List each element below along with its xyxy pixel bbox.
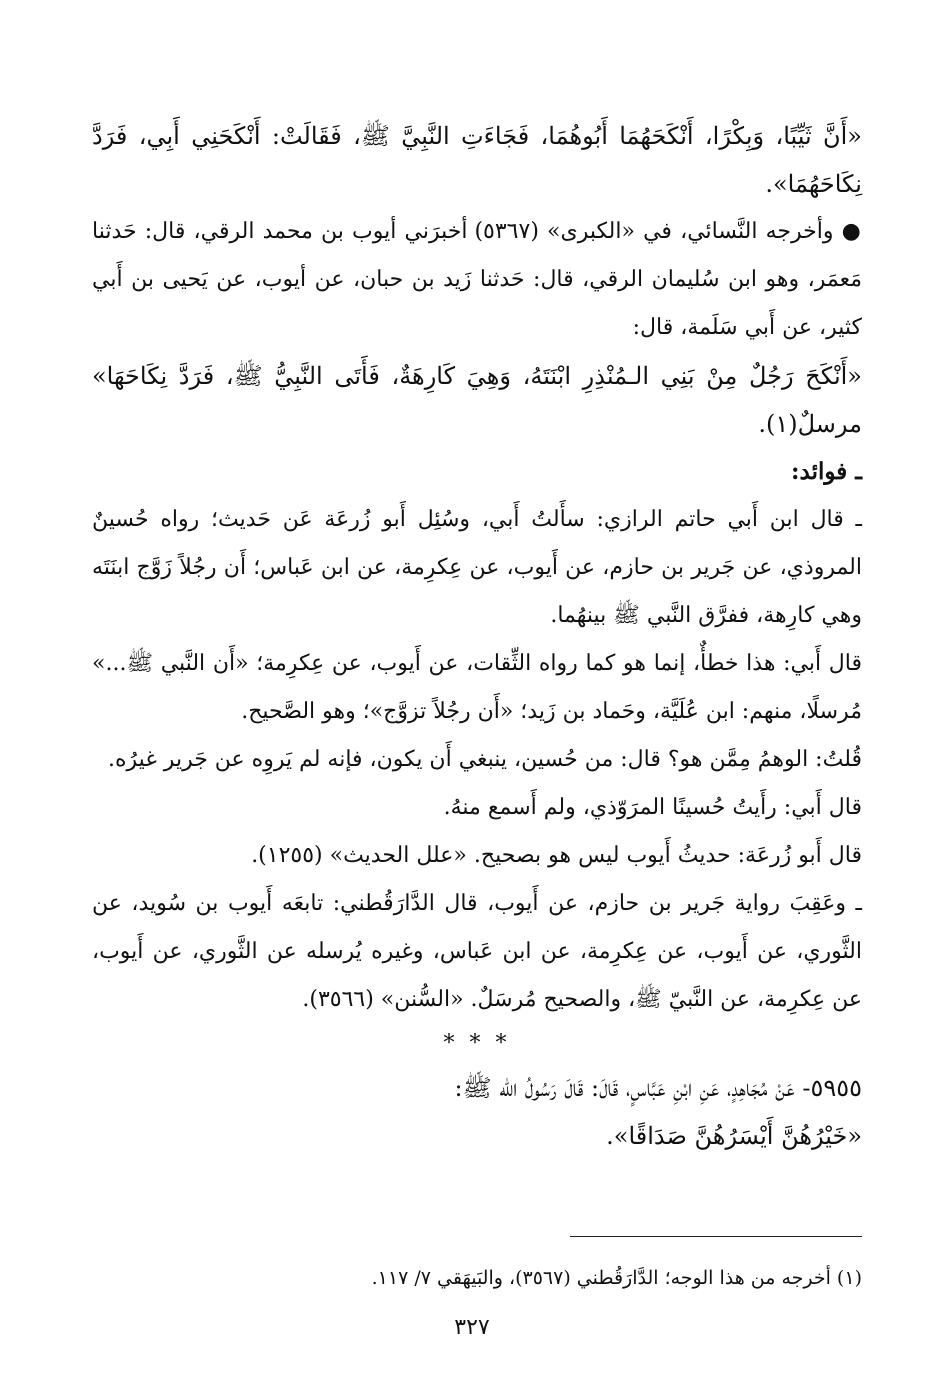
section-heading-fawaid: ـ فوائد: <box>791 458 862 485</box>
section-separator: * * * <box>443 1031 511 1056</box>
page-body <box>92 112 862 1160</box>
fawaid-paragraph-2: قال أَبي: هذا خطأٌ، إنما هو كما رواه الثِّقات، عن أَيوب، عن عِكرِمة؛ «أَن النَّبي ﷺ...» مُرسلًا، منهم: ابن عُلَيَّة، وحَماد بن زَيد؛ «أَن رجُلاً تزوَّج»؛ وهو الصَّحيح. <box>92 651 862 724</box>
footnote: (١) أخرجه من هذا الوجه؛ الدَّارَقُطني (٣٥٦٧)، والبَيهَقي ٧/ ١١٧. <box>371 1267 862 1289</box>
footnote-divider <box>570 1236 862 1237</box>
page-number: ٣٢٧ <box>454 1315 490 1340</box>
hadith-5955-line-2: «خَيْرُهُنَّ أَيْسَرُهُنَّ صَدَاقًا». <box>606 1122 862 1150</box>
fawaid-paragraph-5: قال أَبو زُرعَة: حديثُ أَيوب ليس هو بصحيح. «علل الحديث» (١٢٥٥). <box>251 843 862 868</box>
hadith-text-1: «أَنَّ ثَيِّبًا، وَبِكْرًا، أَنْكَحَهُمَا أَبُوهُمَا، فَجَاءَتِ النَّبِيَّ ﷺ، فَقَالَتْ: أَنْكَحَنِي أَبِي، فَرَدَّ نِكَاحَهُمَا». <box>92 122 862 198</box>
fawaid-paragraph-4: قال أَبي: رأَيتُ حُسينًا المرَوّذي، ولم أَسمع منهُ. <box>443 795 862 820</box>
fawaid-paragraph-3: قُلتُ: الوهمُ مِمَّن هو؟ قال: من حُسين، ينبغي أَن يكون، فإنه لم يَروِه عن جَرير غيرُه. <box>108 747 862 772</box>
fawaid-paragraph-6: ـ وعَقِبَ رواية جَرير بن حازم، عن أَيوب، قال الدَّارَقُطني: تابعَه أَيوب بن سُويد، عن الثَّوري، عن أَيوب، عن عِكرِمة، عن ابن عَباس، وغيره يُرسله عن الثَّوري، عن أَيوب، عن عِكرِمة، عن النَّبيّ ﷺ، والصحيح مُرسَلٌ. «السُّنن» (٣٥٦٦). <box>92 891 862 1012</box>
fawaid-paragraph-1: ـ قال ابن أَبي حاتم الرازي: سأَلتُ أَبي، وسُئِل أَبو زُرعَة عَن حَديث؛ رواه حُسينٌ المروذي، عن جَرير بن حازم، عن أَيوب، عن عِكرِمة، عن ابن عَباس؛ أَن رجُلاً زَوَّج ابنَتَه وهي كارِهة، ففرَّق النَّبي ﷺ بينهُما. <box>92 507 862 628</box>
hadith-5955-line-1: ٥٩٥٥- عَنْ مُجَاهِدٍ، عَنِ ابْنِ عَبَّاسٍ، قَالَ: قَالَ رَسُولُ الله ﷺ: <box>454 1074 862 1102</box>
takhrij-nasai: ● وأخرجه النَّسائي، في «الكبرى» (٥٣٦٧) أخبرَني أيوب بن محمد الرقي، قال: حَدثنا مَعمَر، وهو ابن سُليمان الرقي، قال: حَدثنا زَيد بن حبان، عن أيوب، عن يَحيى بن أَبي كثير، عن أَبي سَلَمة، قال: <box>92 219 862 340</box>
hadith-text-2: «أَنْكَحَ رَجُلٌ مِنْ بَنِي الـمُنْذِرِ ابْنَتَهُ، وَهِيَ كَارِهَةٌ، فَأَتَى النَّبِيُّ ﷺ، فَرَدَّ نِكَاحَهَا» مرسلٌ(١). <box>92 362 862 438</box>
